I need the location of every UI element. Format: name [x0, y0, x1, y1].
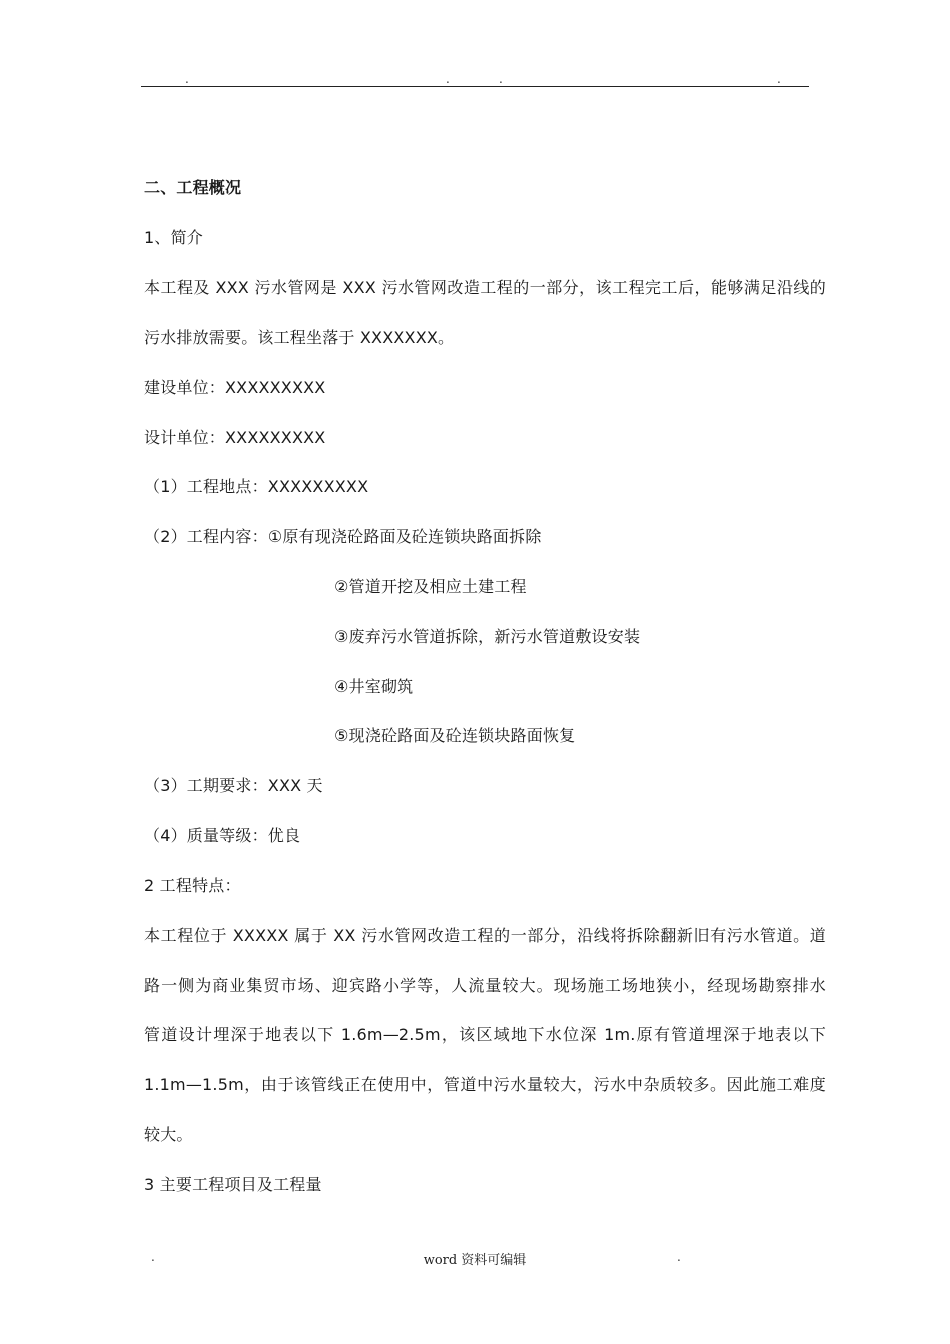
subsection-heading: 1、简介: [144, 228, 203, 247]
features-line: 管道设计埋深于地表以下 1.6m—2.5m，该区域地下水位深 1m.原有管道埋深于地表以下: [144, 1025, 826, 1044]
features-line: 较大。: [144, 1125, 193, 1144]
construction-unit: 建设单位：XXXXXXXXX: [144, 378, 326, 397]
footer-dot: .: [151, 1250, 155, 1264]
header-dot: .: [499, 72, 503, 86]
content-item: ②管道开挖及相应土建工程: [334, 577, 527, 596]
duration-requirement: （3）工期要求：XXX 天: [144, 776, 323, 795]
section-title: 二、工程概况: [144, 178, 242, 197]
header-dot: .: [777, 72, 781, 86]
subsection-heading: 3 主要工程项目及工程量: [144, 1175, 322, 1194]
footer-dot: .: [677, 1250, 681, 1264]
subsection-heading: 2 工程特点：: [144, 876, 241, 895]
project-location: （1）工程地点：XXXXXXXXX: [144, 477, 369, 496]
content-item: ⑤现浇砼路面及砼连锁块路面恢复: [334, 726, 576, 745]
design-unit: 设计单位：XXXXXXXXX: [144, 428, 326, 447]
header-dot: .: [446, 72, 450, 86]
project-content: （2）工程内容：①原有现浇砼路面及砼连锁块路面拆除: [144, 527, 542, 546]
header-dot: .: [185, 72, 189, 86]
content-item: ④井室砌筑: [334, 677, 414, 696]
quality-grade: （4）质量等级：优良: [144, 826, 301, 845]
intro-line: 污水排放需要。该工程坐落于 XXXXXXX。: [144, 328, 455, 347]
content-item: ③废弃污水管道拆除，新污水管道敷设安装: [334, 627, 641, 646]
features-line: 1.1m—1.5m，由于该管线正在使用中，管道中污水量较大，污水中杂质较多。因此施工难度: [144, 1075, 826, 1094]
features-line: 路一侧为商业集贸市场、迎宾路小学等，人流量较大。现场施工场地狭小，经现场勘察排水: [144, 976, 826, 995]
header-rule: [141, 86, 809, 87]
footer-text: word 资料可编辑: [423, 1253, 527, 1268]
intro-line: 本工程及 XXX 污水管网是 XXX 污水管网改造工程的一部分，该工程完工后，能够满足沿线的: [144, 278, 826, 297]
features-line: 本工程位于 XXXXX 属于 XX 污水管网改造工程的一部分，沿线将拆除翻新旧有污水管道。道: [144, 926, 826, 945]
